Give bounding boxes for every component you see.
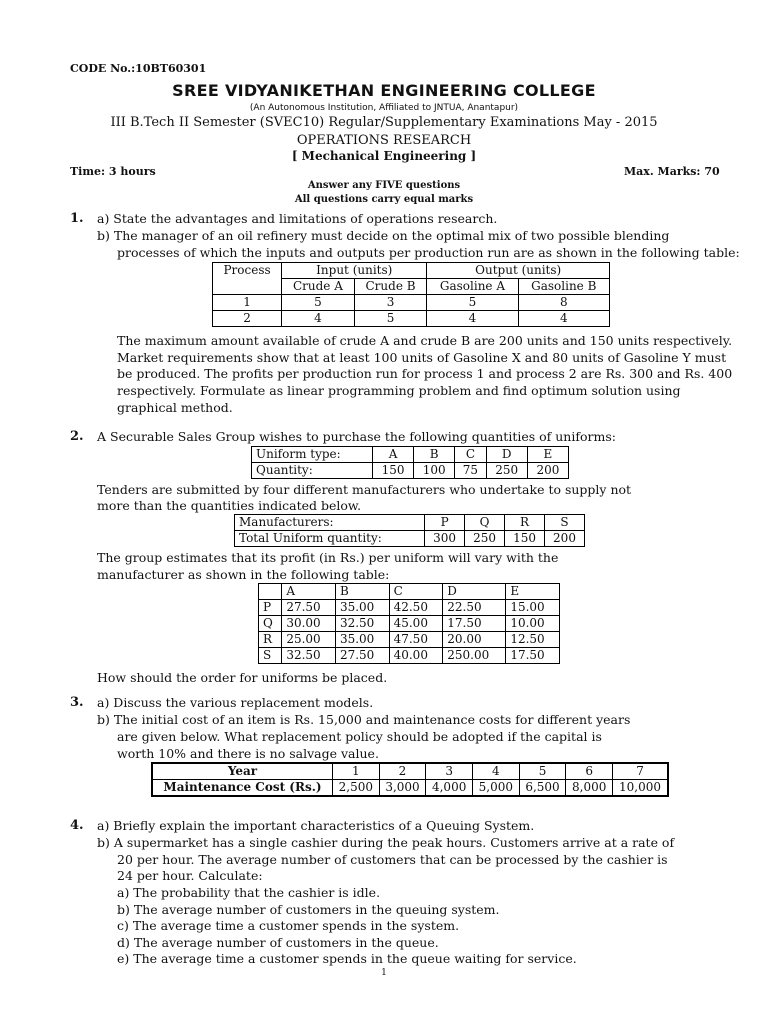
q4-part-a: a) Briefly explain the important characteristics of a Queuing System. [97,818,535,833]
table-cell: 15.00 [506,600,560,616]
table-cell: 5,000 [473,780,520,797]
table-cell: 27.50 [335,648,389,664]
table-cell: 1 [213,295,282,311]
table-cell: 40.00 [389,648,443,664]
q1-part-b-line2: processes of which the inputs and outputs per production run are as shown in the following table: [117,245,740,260]
table-header: Gasoline A [427,279,518,295]
instruction-marks: All questions carry equal marks [294,194,474,205]
table-row [259,600,560,616]
table-row [259,648,560,664]
branch: [ Mechanical Engineering ] [291,149,477,163]
table-cell: 6,500 [519,780,566,797]
question-number-4: 4. [70,818,84,833]
table-cell: 12.50 [506,632,560,648]
table-cell: 8,000 [566,780,613,797]
table-header: Output (units) [427,263,610,279]
q2-line5: manufacturer as shown in the following table: [97,567,390,582]
paper-code: CODE No.:10BT60301 [70,62,207,75]
table-header: Crude A [282,279,355,295]
table-cell: Total Uniform quantity: [235,531,425,547]
table-cell: 42.50 [389,600,443,616]
table-cell: 45.00 [389,616,443,632]
table-row [259,632,560,648]
table-cell: 30.00 [282,616,336,632]
table-cell: Uniform type: [252,447,373,463]
table-cell: 10,000 [613,780,668,797]
q4-sub-d: d) The average number of customers in the queue. [117,935,439,950]
q1-part-b-line1: b) The manager of an oil refinery must decide on the optimal mix of two possible blending [97,228,670,243]
affiliation: (An Autonomous Institution, Affiliated to JNTUA, Anantapur) [249,103,519,113]
q3-part-b-line1: b) The initial cost of an item is Rs. 15,000 and maintenance costs for different years [97,712,631,727]
table-cell: Quantity: [252,463,373,479]
table-cell: 2 [213,311,282,327]
q3-part-a: a) Discuss the various replacement models. [97,695,374,710]
table-header: Year [152,763,332,780]
table-row [235,515,585,531]
table-cell: 27.50 [282,600,336,616]
q2-line1: A Securable Sales Group wishes to purchase the following quantities of uniforms: [97,429,616,444]
q4-part-b-line1: b) A supermarket has a single cashier during the peak hours. Customers arrive at a rate of [97,835,675,850]
table-cell: 3,000 [379,780,426,797]
q1-paragraph-line5: graphical method. [117,400,233,415]
table-cell: 75 [455,463,486,479]
q2-line6: How should the order for uniforms be placed. [97,670,388,685]
q3-part-b-line2: are given below. What replacement policy should be adopted if the capital is [117,729,602,744]
table-cell: 2 [379,763,426,780]
table-cell: A [282,584,336,600]
table-cell: 8 [518,295,609,311]
table-cell: 10.00 [506,616,560,632]
table-cell: 150 [505,531,545,547]
q2-line3: more than the quantities indicated below. [97,498,362,513]
table-cell: D [486,447,527,463]
q4-sub-b: b) The average number of customers in the queuing system. [117,902,500,917]
table-row [259,616,560,632]
table-cell: 3 [354,295,427,311]
q4-part-b-line3: 24 per hour. Calculate: [117,868,263,883]
question-number-3: 3. [70,695,84,710]
table-cell: 5 [519,763,566,780]
page-number: 1 [381,968,387,978]
table-cell: B [335,584,389,600]
q2-manufacturer-table [234,514,585,547]
table-cell: C [455,447,486,463]
table-row [213,295,610,311]
table-cell: Q [259,616,282,632]
table-cell: 32.50 [282,648,336,664]
table-cell: 22.50 [443,600,506,616]
table-cell: 4 [473,763,520,780]
table-cell: E [527,447,568,463]
table-cell: 5 [427,295,518,311]
table-header: Crude B [354,279,427,295]
table-cell: 5 [282,295,355,311]
q2-line2: Tenders are submitted by four different manufacturers who undertake to supply not [97,482,632,497]
exam-title: III B.Tech II Semester (SVEC10) Regular/Supplementary Examinations May - 2015 [110,115,658,130]
table-header: Input (units) [282,263,427,279]
table-cell: 150 [372,463,413,479]
table-row [152,780,668,797]
table-cell: Manufacturers: [235,515,425,531]
question-number-2: 2. [70,429,84,444]
table-cell [259,584,282,600]
q4-sub-a: a) The probability that the cashier is idle. [117,885,381,900]
question-number-1: 1. [70,211,84,226]
table-cell: S [545,515,585,531]
table-cell: 250 [486,463,527,479]
table-cell: 6 [566,763,613,780]
table-cell: 20.00 [443,632,506,648]
q1-paragraph-line2: Market requirements show that at least 100 units of Gasoline X and 80 units of Gasoline Y must [117,350,727,365]
table-cell: E [506,584,560,600]
table-cell: C [389,584,443,600]
table-cell: 250 [465,531,505,547]
instruction-answer: Answer any FIVE questions [307,180,461,191]
q3-maintenance-table [151,762,669,797]
table-row [252,463,569,479]
q1-paragraph-line4: respectively. Formulate as linear programming problem and find optimum solution using [117,383,681,398]
table-header: Process [213,263,282,295]
table-cell: 200 [527,463,568,479]
table-cell: R [505,515,545,531]
table-cell: 5 [354,311,427,327]
table-cell: 250.00 [443,648,506,664]
course-title: OPERATIONS RESEARCH [296,133,472,148]
q4-sub-c: c) The average time a customer spends in the system. [117,918,460,933]
table-cell: 25.00 [282,632,336,648]
table-cell: 200 [545,531,585,547]
table-row [259,584,560,600]
table-header: Maintenance Cost (Rs.) [152,780,332,797]
table-header: Gasoline B [518,279,609,295]
table-cell: 35.00 [335,632,389,648]
table-cell: 7 [613,763,668,780]
table-cell: 4 [282,311,355,327]
table-cell: 4 [427,311,518,327]
college-name: SREE VIDYANIKETHAN ENGINEERING COLLEGE [172,81,596,100]
q4-sub-e: e) The average time a customer spends in the queue waiting for service. [117,951,577,966]
table-cell: D [443,584,506,600]
table-cell: 17.50 [443,616,506,632]
table-cell: 1 [332,763,379,780]
table-cell: B [414,447,455,463]
table-cell: 47.50 [389,632,443,648]
max-marks: Max. Marks: 70 [624,165,720,178]
q4-part-b-line2: 20 per hour. The average number of customers that can be processed by the cashier is [117,852,668,867]
table-cell: 3 [426,763,473,780]
q1-paragraph-line1: The maximum amount available of crude A and crude B are 200 units and 150 units respectively. [117,333,733,348]
table-cell: 100 [414,463,455,479]
table-cell: A [372,447,413,463]
table-cell: Q [465,515,505,531]
table-row [235,531,585,547]
q1-process-table [212,262,610,327]
table-cell: R [259,632,282,648]
q2-line4: The group estimates that its profit (in Rs.) per uniform will vary with the [97,550,559,565]
table-cell: 2,500 [332,780,379,797]
table-cell: P [259,600,282,616]
q2-profit-table [258,583,560,664]
table-row [252,447,569,463]
q1-paragraph-line3: be produced. The profits per production run for process 1 and process 2 are Rs. 300 and Rs. 400 [117,366,733,381]
table-cell: 35.00 [335,600,389,616]
q2-uniform-table [251,446,569,479]
table-row [213,311,610,327]
exam-time: Time: 3 hours [70,165,156,178]
table-cell: 32.50 [335,616,389,632]
q3-part-b-line3: worth 10% and there is no salvage value. [117,746,379,761]
table-cell: S [259,648,282,664]
table-cell: 300 [425,531,465,547]
q1-part-a: a) State the advantages and limitations of operations research. [97,211,498,226]
table-cell: 4 [518,311,609,327]
table-cell: P [425,515,465,531]
table-cell: 17.50 [506,648,560,664]
table-row [152,763,668,780]
table-cell: 4,000 [426,780,473,797]
